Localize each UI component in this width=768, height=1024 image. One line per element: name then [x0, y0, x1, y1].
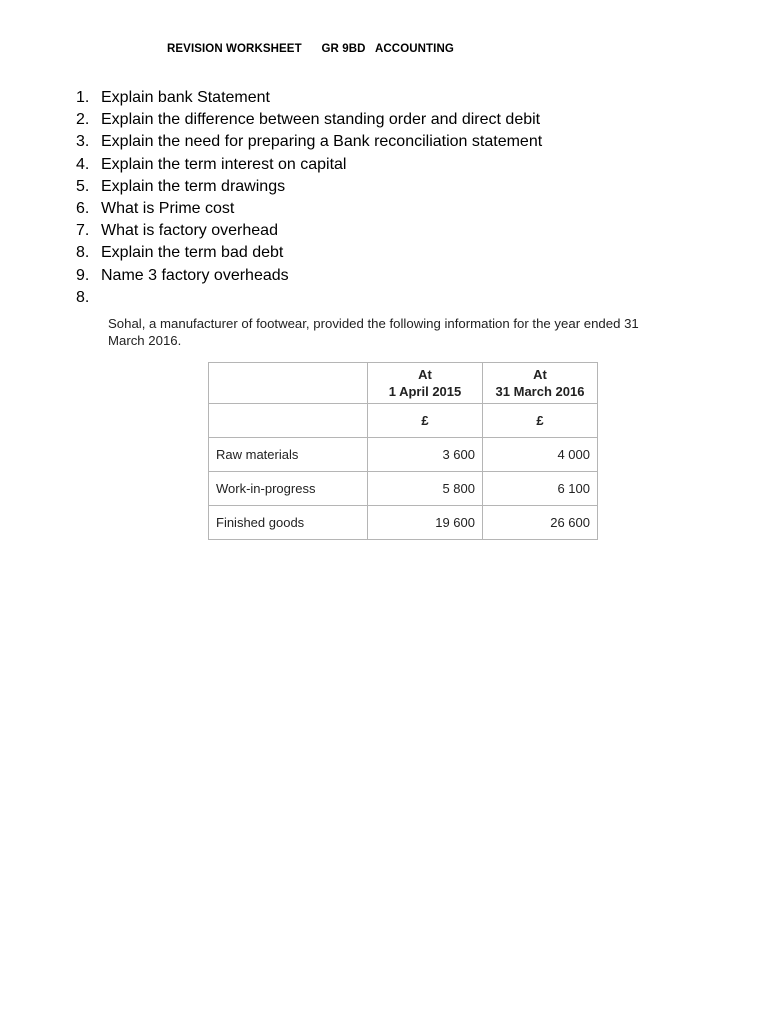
question-number: 8. — [76, 288, 90, 306]
table-row — [209, 438, 598, 472]
question-intro-text: Sohal, a manufacturer of footwear, provided the following information for the year ended 31 March 2016. — [108, 316, 639, 348]
header-line: 1 April 2015 — [388, 384, 462, 399]
question-item — [76, 220, 542, 242]
table-row — [209, 472, 598, 506]
question-list — [76, 87, 542, 309]
question-text: Explain the need for preparing a Bank reconciliation statement — [101, 133, 543, 151]
question-text: What is Prime cost — [101, 199, 235, 217]
unit-empty-cell — [209, 404, 368, 438]
header-cell-end — [483, 363, 598, 404]
question-item — [76, 287, 542, 309]
question-item — [76, 265, 542, 287]
table-unit-row — [209, 404, 598, 438]
question-text: Explain the difference between standing order and direct debit — [101, 111, 541, 129]
question-text: Explain the term interest on capital — [101, 155, 347, 173]
value-cell: 26 600 — [483, 506, 598, 540]
question-item — [76, 109, 542, 131]
row-label: Finished goods — [209, 506, 368, 540]
question-text: Explain the term bad debt — [101, 244, 284, 262]
value-cell: 4 000 — [483, 438, 598, 472]
question-item — [76, 176, 542, 198]
question-item — [76, 87, 542, 109]
table-header-row — [209, 363, 598, 404]
inventory-table — [208, 362, 598, 540]
question-number: 3. — [76, 133, 90, 151]
table-row — [209, 506, 598, 540]
question-text: Explain the term drawings — [101, 177, 286, 195]
header-line: At — [533, 367, 547, 382]
question-text: Explain bank Statement — [101, 89, 270, 106]
question-item — [76, 198, 542, 220]
question-number: 2. — [76, 111, 90, 129]
question-number: 8. — [76, 244, 90, 262]
question-item — [76, 242, 542, 264]
unit-cell: £ — [368, 404, 483, 438]
value-cell: 19 600 — [368, 506, 483, 540]
worksheet-title: REVISION WORKSHEET GR 9BD ACCOUNTING — [167, 43, 454, 55]
unit-cell: £ — [483, 404, 598, 438]
question-number: 6. — [76, 199, 90, 217]
question-text: What is factory overhead — [101, 222, 278, 240]
question-number: 5. — [76, 177, 90, 195]
row-label: Work-in-progress — [209, 472, 368, 506]
question-number: 1. — [76, 89, 90, 106]
header-cell-start — [368, 363, 483, 404]
question-number: 4. — [76, 155, 90, 173]
row-label: Raw materials — [209, 438, 368, 472]
value-cell: 3 600 — [368, 438, 483, 472]
header-empty-cell — [209, 363, 368, 404]
question-text: Name 3 factory overheads — [101, 266, 289, 284]
question-number: 7. — [76, 222, 90, 240]
value-cell: 6 100 — [483, 472, 598, 506]
header-line: At — [418, 367, 432, 382]
header-line: 31 March 2016 — [495, 384, 585, 399]
question-item — [76, 131, 542, 153]
value-cell: 5 800 — [368, 472, 483, 506]
question-number: 9. — [76, 266, 90, 284]
question-item — [76, 154, 542, 176]
